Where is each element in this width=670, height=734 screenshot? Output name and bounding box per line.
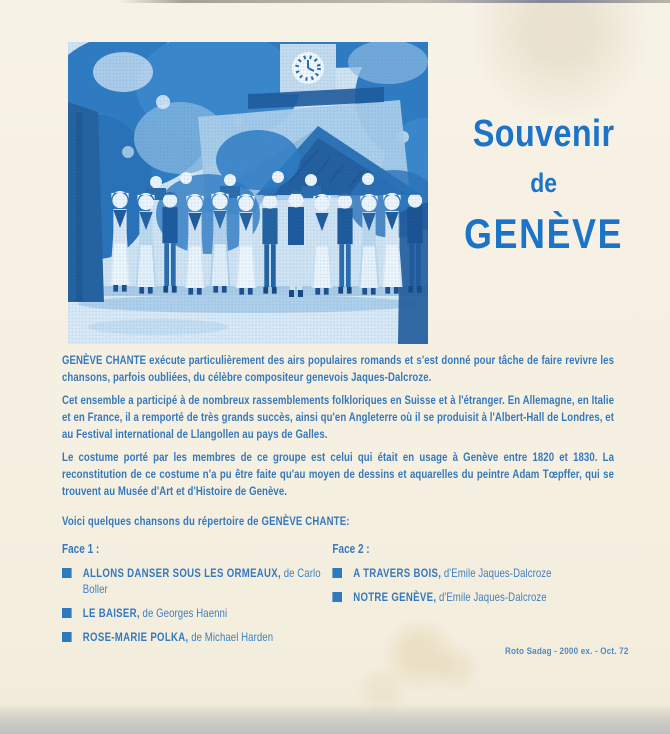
song-title: NOTRE GENÈVE, (353, 590, 437, 604)
face-1-heading: Face 1 : (62, 542, 100, 556)
paragraph-ensemble-intro: GENÈVE CHANTE exécute particulièrement des airs populaires romands et s'est donné pour tâche de faire revivre les chansons, parfois oubliées, du célèbre compositeur genevois Jaques-Dalcroze. (62, 353, 614, 384)
album-title (434, 112, 653, 258)
song-item (332, 565, 610, 581)
face-2-column (332, 542, 610, 653)
song-composer: d'Emile Jaques-Dalcroze (438, 590, 547, 604)
liner-notes (62, 352, 614, 653)
paragraph-tours: Cet ensemble a participé à de nombreux rassemblements folkloriques en Suisse et à l'étranger. En Allemagne, en Italie et en France, il a remporté de très grands succès, ainsi qu'en Angleterre où il se produisit à l'Albert-Hall de Londres, et au Festival international de Llangollen au pays de Galles. (62, 393, 614, 441)
song-item (62, 605, 332, 621)
face-2-song-list (332, 565, 610, 605)
title-line-geneve: GENÈVE (464, 210, 624, 257)
paragraph-costume: Le costume porté par les membres de ce groupe est celui qui était en usage à Genève entre 1820 et 1830. La reconstitution de ce costume n'a pu être faite qu'au moyen de dessins et aquarelles du peintre Adam Tœpffer, qui se trouvent au Musée d'Art et d'Histoire de Genève. (62, 450, 614, 498)
geneve-chante-folk-group-photo (68, 42, 428, 344)
scan-edge-artifact-bottom (0, 704, 670, 734)
printer-imprint: Roto Sadag - 2000 ex. - Oct. 72 (505, 646, 629, 656)
title-line-de: de (530, 168, 558, 198)
song-item (62, 565, 332, 597)
song-composer: de Michael Harden (191, 630, 274, 644)
scan-edge-artifact-top (118, 0, 670, 3)
square-bullet-icon (62, 608, 72, 618)
face-2-heading: Face 2 : (332, 542, 370, 556)
face-1-song-list (62, 565, 332, 645)
song-item (332, 589, 610, 605)
square-bullet-icon (332, 568, 342, 578)
song-item (62, 629, 332, 645)
square-bullet-icon (62, 568, 72, 578)
song-title: ROSE-MARIE POLKA, (82, 630, 189, 644)
song-title: ALLONS DANSER SOUS LES ORMEAUX, (82, 566, 282, 580)
title-line-souvenir: Souvenir (472, 113, 615, 155)
song-composer: de Carlo Boller (82, 566, 321, 596)
song-title: A TRAVERS BOIS, (353, 566, 442, 580)
halftone-overlay (68, 42, 428, 344)
face-1-column (62, 542, 332, 653)
repertoire-intro: Voici quelques chansons du répertoire de GENÈVE CHANTE: (62, 514, 350, 528)
song-title: LE BAISER, (82, 606, 140, 620)
square-bullet-icon (332, 592, 342, 602)
song-composer: de Georges Haenni (142, 606, 228, 620)
song-composer: d'Emile Jaques-Dalcroze (443, 566, 552, 580)
track-listing (62, 542, 614, 653)
square-bullet-icon (62, 632, 72, 642)
